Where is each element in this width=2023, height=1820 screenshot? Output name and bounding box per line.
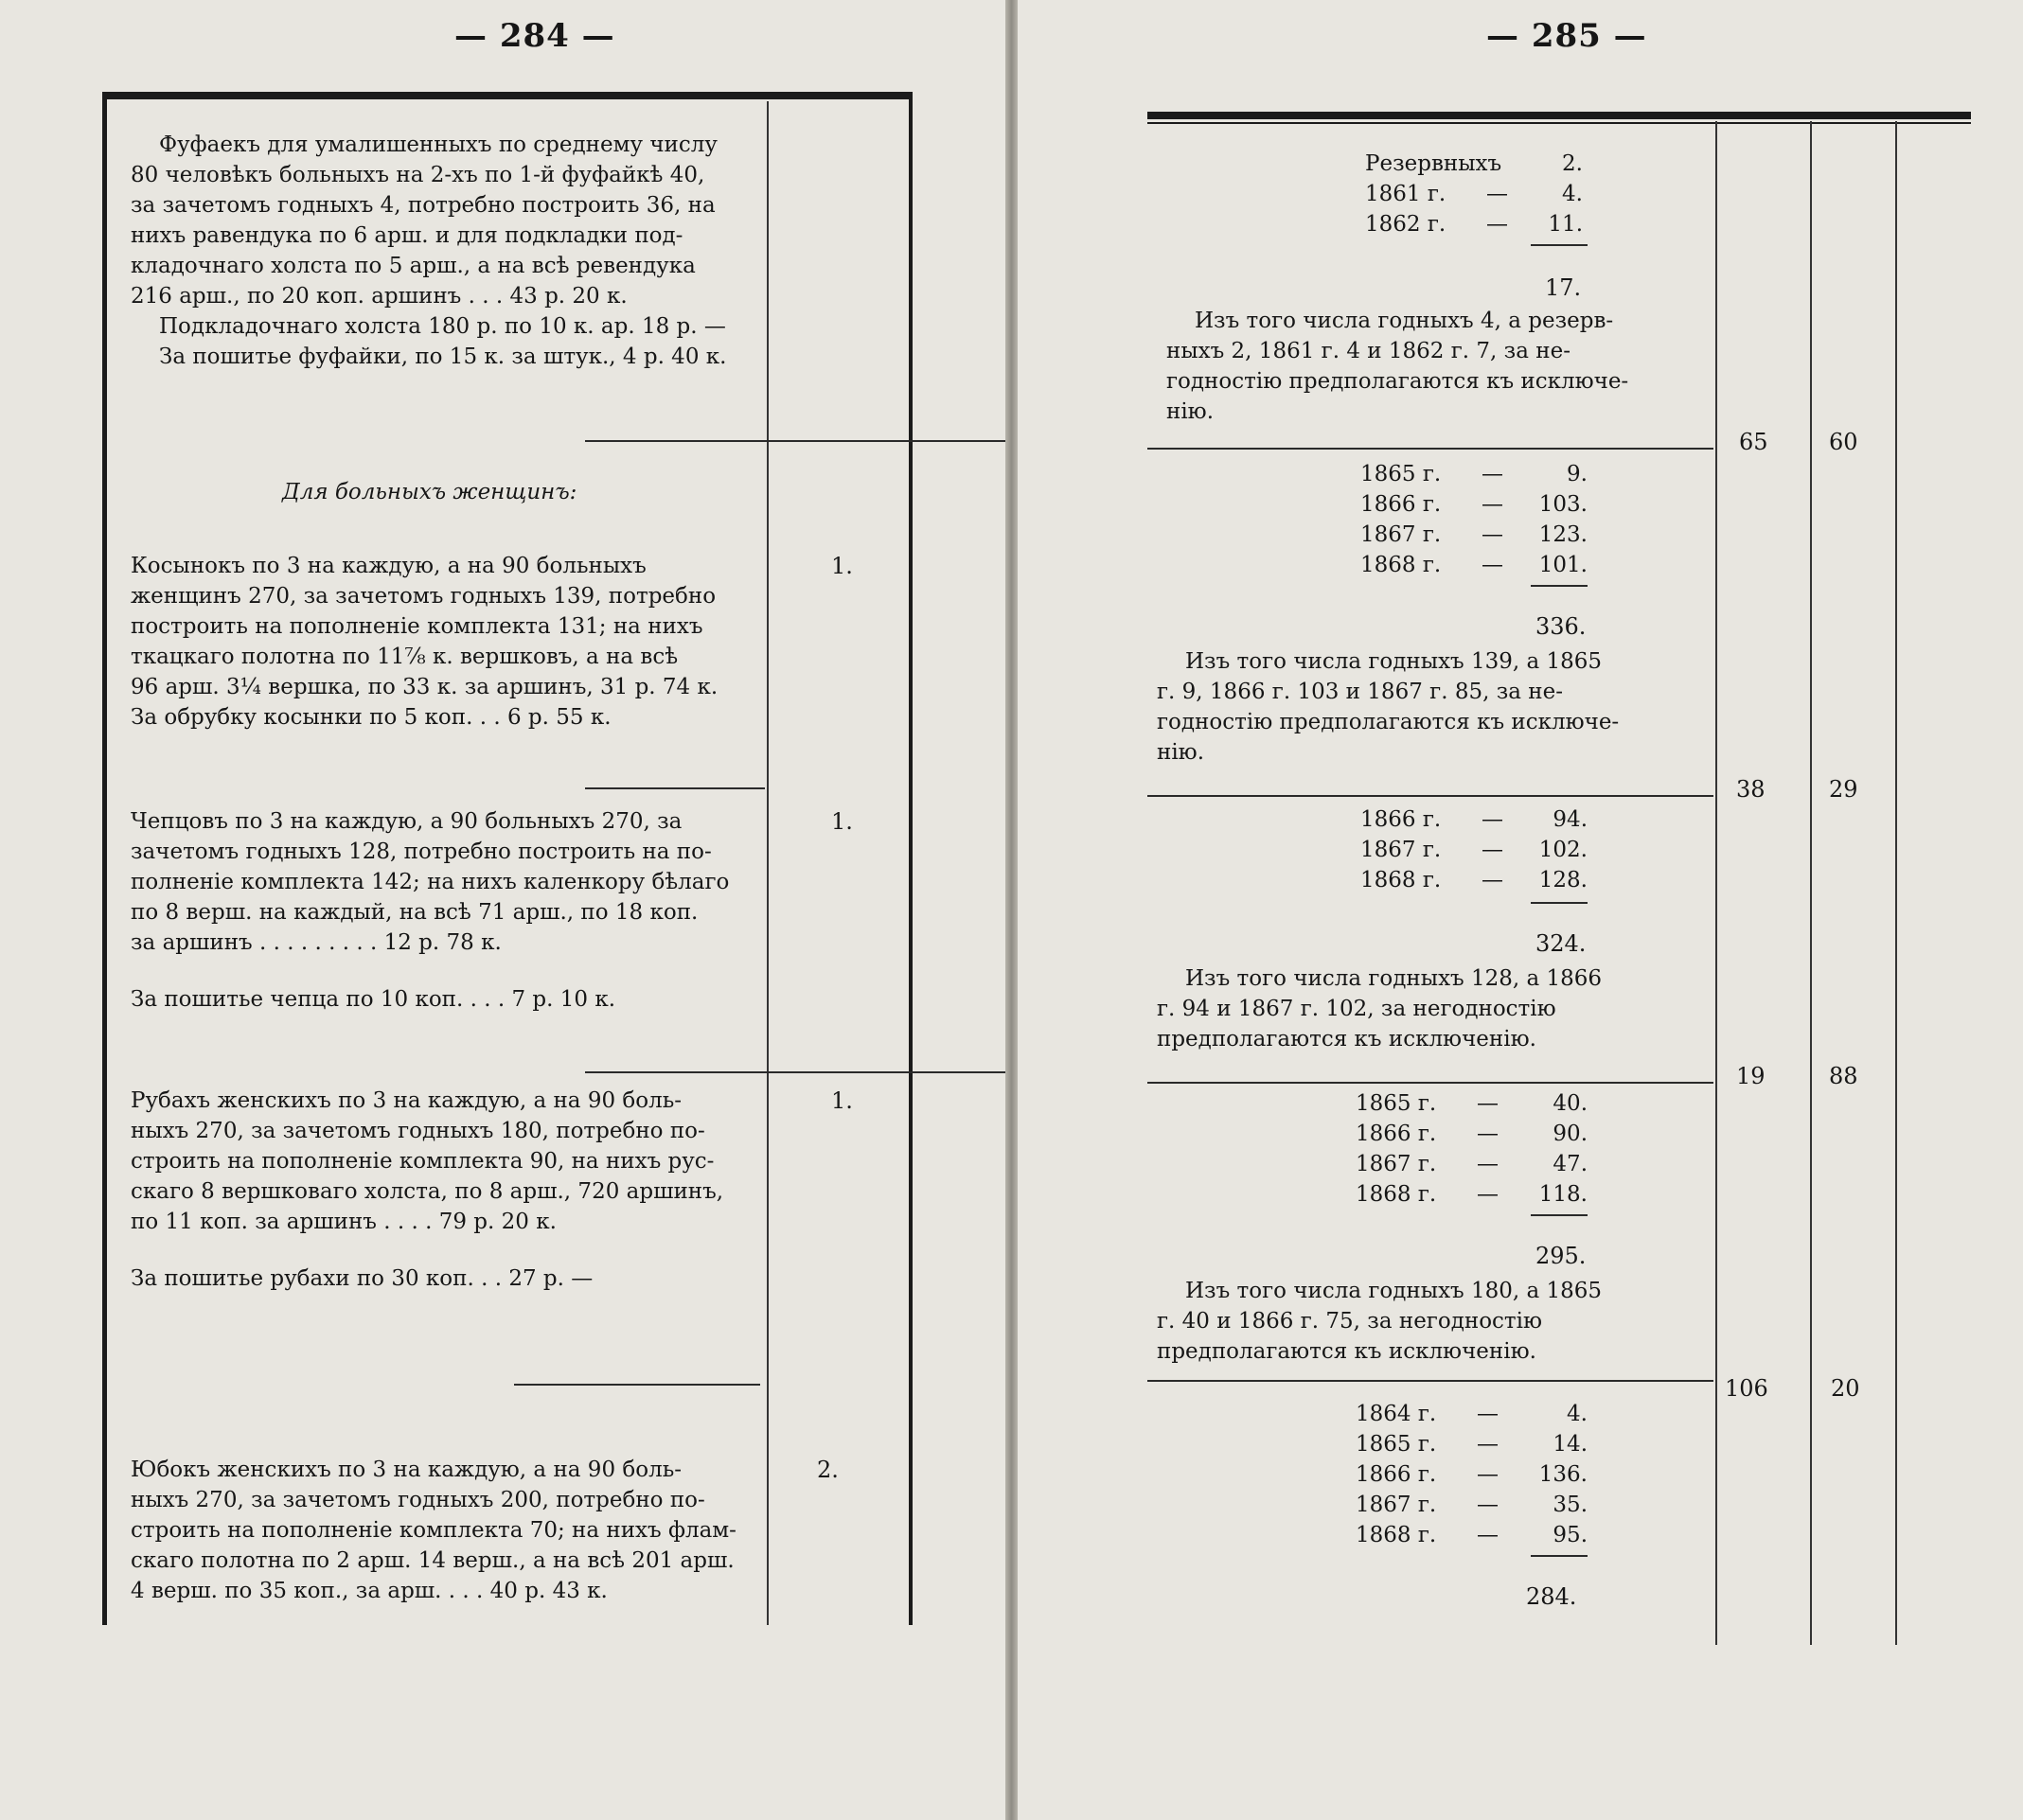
row-year: 1866 г.: [1356, 1462, 1437, 1487]
year-row: [1360, 868, 1588, 898]
row-dash: —: [1477, 1462, 1499, 1487]
row-dash: —: [1477, 1091, 1499, 1116]
column-divider: [1895, 121, 1897, 1645]
row-count: 4.: [1567, 1402, 1588, 1426]
sum-rule: [1531, 1214, 1588, 1216]
note-line: Изъ того числа годныхъ 139, а 1865: [1185, 649, 1603, 674]
year-row: [1360, 807, 1588, 838]
group-total: 324.: [1535, 930, 1587, 957]
entry-line: ныхъ 270, за зачетомъ годныхъ 180, потребно по-: [131, 1119, 705, 1143]
row-count: 102.: [1538, 838, 1588, 862]
group-separator: [1147, 795, 1713, 797]
row-dash: —: [1477, 1122, 1499, 1146]
row-dash: —: [1482, 492, 1503, 517]
row-year: 1861 г.: [1365, 182, 1446, 206]
row-count: 123.: [1538, 522, 1588, 547]
year-row: [1365, 182, 1583, 212]
row-year: 1865 г.: [1360, 462, 1442, 486]
note-line: г. 9, 1866 г. 103 и 1867 г. 85, за не-: [1157, 680, 1563, 704]
column-divider: [767, 101, 769, 1625]
row-dash: —: [1477, 1152, 1499, 1176]
entry-line: 80 человѣкъ больныхъ на 2-хъ по 1-й фуфайкѣ 40,: [131, 163, 705, 187]
row-year: 1867 г.: [1360, 838, 1442, 862]
entry-line: зачетомъ годныхъ 128, потребно построить на по-: [131, 839, 712, 864]
year-row: [1356, 1402, 1588, 1432]
entry-shirts: [131, 1086, 757, 1294]
top-rule-thin: [1147, 122, 1971, 124]
row-dash: —: [1477, 1182, 1499, 1207]
amount-kopecks: 29: [1829, 776, 1858, 803]
entry-number: 2.: [817, 1457, 839, 1483]
note-line: предполагаются къ исключенію.: [1157, 1339, 1536, 1364]
page-number: — 285 —: [1486, 17, 1647, 55]
row-year: 1866 г.: [1360, 807, 1442, 832]
entry-line: За обрубку косынки по 5 коп. . . 6 р. 55 к.: [131, 705, 612, 730]
entry-line: Косынокъ по 3 на каждую, а на 90 больныхъ: [131, 554, 647, 578]
row-dash: —: [1477, 1432, 1499, 1457]
page-number: — 284 —: [454, 17, 615, 55]
group-note: [1157, 1276, 1706, 1367]
sum-rule: [1531, 1555, 1588, 1557]
sum-rule: [1531, 902, 1588, 904]
row-year: 1866 г.: [1356, 1122, 1437, 1146]
entry-line: Рубахъ женскихъ по 3 на каждую, а на 90 боль-: [131, 1088, 683, 1113]
section-separator: [585, 440, 1007, 442]
section-separator: [585, 787, 765, 789]
row-count: 118.: [1538, 1182, 1588, 1207]
note-line: предполагаются къ исключенію.: [1157, 1027, 1536, 1051]
year-row: [1356, 1091, 1588, 1122]
table-frame: [1147, 112, 1971, 1645]
column-divider: [1810, 121, 1812, 1645]
sum-rule: [1531, 585, 1588, 587]
row-year: 1867 г.: [1356, 1493, 1437, 1517]
year-row: [1356, 1432, 1588, 1462]
year-row: [1365, 212, 1583, 242]
row-dash: —: [1482, 553, 1503, 577]
row-year: 1862 г.: [1365, 212, 1446, 237]
entry-line: 96 арш. 3¼ вершка, по 33 к. за аршинъ, 31 р. 74 к.: [131, 675, 719, 699]
row-count: 101.: [1538, 553, 1588, 577]
entry-line: женщинъ 270, за зачетомъ годныхъ 139, потребно: [131, 584, 717, 609]
year-row: [1356, 1493, 1588, 1523]
row-count: 47.: [1553, 1152, 1588, 1176]
group-separator: [1147, 448, 1713, 450]
row-dash: —: [1477, 1523, 1499, 1547]
row-label: Резервныхъ: [1365, 151, 1502, 176]
row-year: 1867 г.: [1360, 522, 1442, 547]
entry-line: кладочнаго холста по 5 арш., а на всѣ ревендука: [131, 254, 696, 278]
left-page: [0, 0, 1005, 1820]
amount-kopecks: 60: [1829, 429, 1858, 455]
row-dash: —: [1486, 212, 1508, 237]
group-separator: [1147, 1082, 1713, 1084]
group-total: 284.: [1526, 1583, 1577, 1610]
year-row: [1356, 1462, 1588, 1493]
left-rule: [102, 92, 107, 1625]
year-row: [1356, 1182, 1588, 1212]
row-year: 1866 г.: [1360, 492, 1442, 517]
row-count: 136.: [1538, 1462, 1588, 1487]
row-year: 1868 г.: [1360, 868, 1442, 892]
row-count: 90.: [1553, 1122, 1588, 1146]
note-line: г. 94 и 1867 г. 102, за негодностію: [1157, 997, 1556, 1021]
section-heading: Для больныхъ женщинъ:: [282, 480, 577, 504]
row-year: 1868 г.: [1356, 1523, 1437, 1547]
entry-line: Подкладочнаго холста 180 р. по 10 к. ар. 18 р. —: [159, 314, 726, 339]
year-row: [1360, 492, 1588, 522]
row-count: 103.: [1538, 492, 1588, 517]
entry-line: За пошитье чепца по 10 коп. . . . 7 р. 10 к.: [131, 987, 616, 1012]
year-row: [1360, 553, 1588, 583]
year-row: [1365, 151, 1583, 182]
top-rule: [102, 92, 913, 99]
entry-line: Чепцовъ по 3 на каждую, а 90 больныхъ 270, за: [131, 809, 683, 834]
note-line: нію.: [1157, 740, 1205, 765]
entry-line: по 8 верш. на каждый, на всѣ 71 арш., по 18 коп.: [131, 900, 699, 925]
amount-rubles: 19: [1736, 1063, 1766, 1089]
row-year: 1864 г.: [1356, 1402, 1437, 1426]
row-dash: —: [1482, 868, 1503, 892]
row-dash: —: [1477, 1402, 1499, 1426]
section-separator: [514, 1384, 760, 1386]
entry-line: нихъ равендука по 6 арш. и для подкладки под-: [131, 223, 683, 248]
entry-line: Фуфаекъ для умалишенныхъ по среднему числу: [159, 133, 718, 157]
entry-line: ныхъ 270, за зачетомъ годныхъ 200, потребно по-: [131, 1488, 705, 1512]
entry-line: Юбокъ женскихъ по 3 на каждую, а на 90 боль-: [131, 1458, 682, 1482]
year-row: [1360, 838, 1588, 868]
column-divider: [1715, 121, 1717, 1645]
row-dash: —: [1482, 462, 1503, 486]
row-count: 11.: [1548, 212, 1583, 237]
entry-line: строить на пополненіе комплекта 70; на нихъ флам-: [131, 1518, 736, 1543]
entry-line: по 11 коп. за аршинъ . . . . 79 р. 20 к.: [131, 1210, 557, 1234]
right-page: [1018, 0, 2023, 1820]
entry-line: за аршинъ . . . . . . . . . 12 р. 78 к.: [131, 930, 502, 955]
group-note: [1166, 306, 1706, 427]
group-separator: [1147, 1380, 1713, 1382]
note-line: годностію предполагаются къ исключе-: [1157, 710, 1620, 734]
section-separator: [585, 1071, 1007, 1073]
entry-line: за зачетомъ годныхъ 4, потребно построить 36, на: [131, 193, 716, 218]
group-total: 295.: [1535, 1243, 1587, 1269]
note-line: Изъ того числа годныхъ 128, а 1866: [1185, 966, 1603, 991]
entry-line: скаго 8 вершковаго холста, по 8 арш., 720 аршинъ,: [131, 1179, 724, 1204]
amount-kopecks: 20: [1831, 1375, 1860, 1402]
row-count: 128.: [1538, 868, 1588, 892]
row-dash: —: [1482, 807, 1503, 832]
group-note: [1157, 646, 1706, 768]
sum-rule: [1531, 244, 1588, 246]
note-line: ныхъ 2, 1861 г. 4 и 1862 г. 7, за не-: [1166, 339, 1570, 363]
entry-line: построить на пополненіе комплекта 131; на нихъ: [131, 614, 703, 639]
year-row: [1356, 1122, 1588, 1152]
entry-line: ткацкаго полотна по 11⅞ к. вершковъ, а на всѣ: [131, 645, 679, 669]
entry-number: 1.: [831, 553, 853, 579]
year-row: [1356, 1523, 1588, 1553]
entry-line: строить на пополненіе комплекта 90, на нихъ рус-: [131, 1149, 715, 1174]
top-rule: [1147, 112, 1971, 119]
note-line: Изъ того числа годныхъ 4, а резерв-: [1195, 309, 1614, 333]
row-year: 1867 г.: [1356, 1152, 1437, 1176]
row-dash: —: [1486, 182, 1508, 206]
group-note: [1157, 963, 1706, 1054]
group-total: 17.: [1545, 274, 1582, 301]
entry-caps: [131, 806, 757, 1015]
note-line: нію.: [1166, 399, 1215, 424]
year-row: [1360, 522, 1588, 553]
entry-jackets: [131, 130, 757, 372]
amount-kopecks: 88: [1829, 1063, 1858, 1089]
row-count: 4.: [1562, 182, 1583, 206]
right-rule: [909, 92, 913, 1625]
year-row: [1356, 1152, 1588, 1182]
amount-rubles: 38: [1736, 776, 1766, 803]
row-count: 14.: [1553, 1432, 1588, 1457]
amount-rubles: 106: [1725, 1375, 1768, 1402]
entry-line: полненіе комплекта 142; на нихъ каленкору бѣлаго: [131, 870, 730, 894]
year-row: [1360, 462, 1588, 492]
book-gutter: [1005, 0, 1018, 1820]
row-count: 35.: [1553, 1493, 1588, 1517]
entry-kerchiefs: [131, 551, 757, 733]
row-count: 2.: [1562, 151, 1583, 176]
entry-number: 1.: [831, 1087, 853, 1114]
entry-line: 216 арш., по 20 коп. аршинъ . . . 43 р. 20 к.: [131, 284, 628, 309]
note-line: годностію предполагаются къ исключе-: [1166, 369, 1629, 394]
row-year: 1865 г.: [1356, 1091, 1437, 1116]
row-dash: —: [1477, 1493, 1499, 1517]
table-frame: [102, 92, 913, 1625]
entry-skirts: [131, 1455, 757, 1606]
amount-rubles: 65: [1739, 429, 1768, 455]
row-count: 40.: [1553, 1091, 1588, 1116]
row-year: 1865 г.: [1356, 1432, 1437, 1457]
entry-line: 4 верш. по 35 коп., за арш. . . . 40 р. 43 к.: [131, 1579, 608, 1603]
entry-line: За пошитье фуфайки, по 15 к. за штук., 4 р. 40 к.: [159, 345, 727, 369]
row-count: 94.: [1553, 807, 1588, 832]
note-line: г. 40 и 1866 г. 75, за негодностію: [1157, 1309, 1543, 1334]
row-count: 9.: [1567, 462, 1588, 486]
note-line: Изъ того числа годныхъ 180, а 1865: [1185, 1279, 1603, 1303]
row-count: 95.: [1553, 1523, 1588, 1547]
row-dash: —: [1482, 522, 1503, 547]
entry-line: скаго полотна по 2 арш. 14 верш., а на всѣ 201 арш.: [131, 1548, 735, 1573]
entry-line: За пошитье рубахи по 30 коп. . . 27 р. —: [131, 1266, 594, 1291]
row-year: 1868 г.: [1360, 553, 1442, 577]
group-total: 336.: [1535, 613, 1587, 640]
entry-number: 1.: [831, 808, 853, 835]
row-dash: —: [1482, 838, 1503, 862]
row-year: 1868 г.: [1356, 1182, 1437, 1207]
